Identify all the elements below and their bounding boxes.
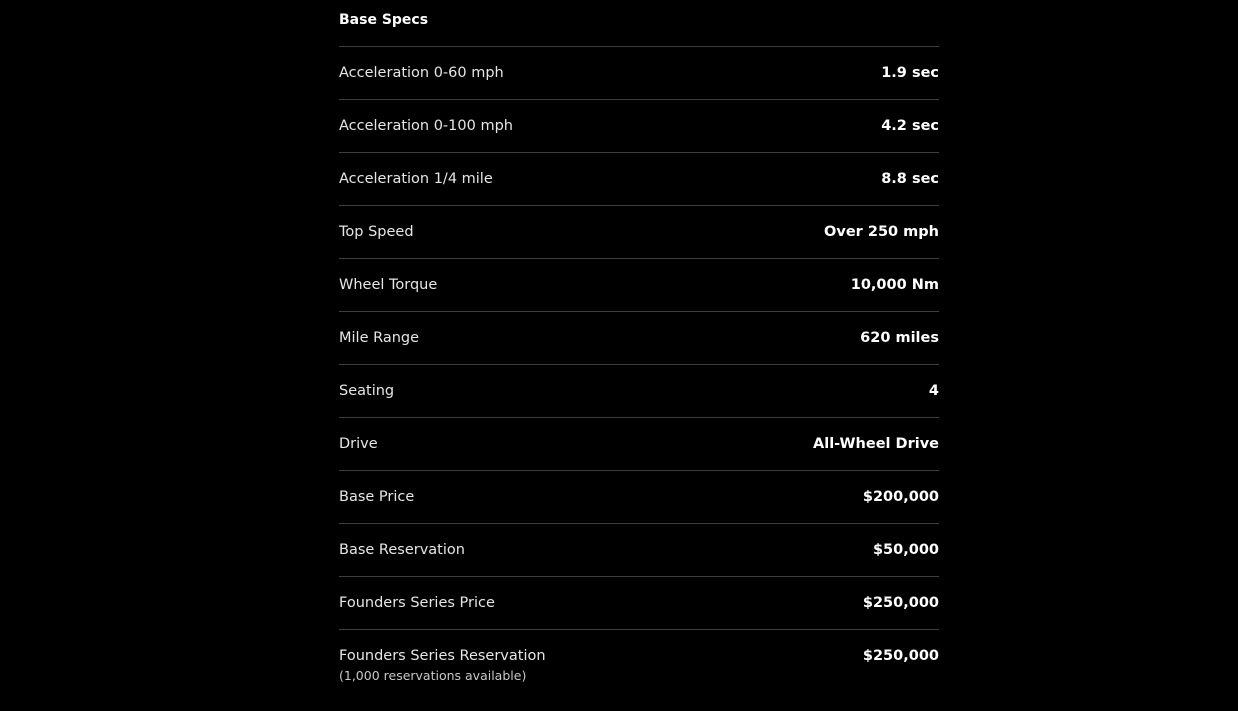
spec-value: 1.9 sec [881, 65, 939, 81]
spec-label: Acceleration 0-60 mph [339, 65, 504, 81]
spec-row-wheel-torque [339, 259, 939, 312]
spec-row-acceleration-quarter-mile [339, 153, 939, 206]
spec-label: Drive [339, 436, 378, 452]
spec-label: Base Reservation [339, 542, 465, 558]
specs-table [339, 0, 939, 710]
spec-row-top-speed [339, 206, 939, 259]
spec-row-founders-series-reservation [339, 630, 939, 710]
spec-value: 10,000 Nm [850, 277, 939, 293]
spec-value: 4.2 sec [881, 118, 939, 134]
spec-value: All-Wheel Drive [813, 436, 939, 452]
spec-note: (1,000 reservations available) [339, 668, 527, 683]
spec-label: Founders Series Price [339, 595, 495, 611]
spec-label: Acceleration 1/4 mile [339, 171, 493, 187]
spec-row-drive [339, 418, 939, 471]
spec-value: Over 250 mph [824, 224, 939, 240]
spec-row-founders-series-price [339, 577, 939, 630]
spec-value: $250,000 [862, 595, 939, 611]
spec-row-mile-range [339, 312, 939, 365]
spec-label: Acceleration 0-100 mph [339, 118, 513, 134]
spec-value: $250,000 [862, 648, 939, 664]
spec-label: Mile Range [339, 330, 420, 346]
spec-row-base-reservation [339, 524, 939, 577]
spec-label: Top Speed [339, 224, 414, 240]
spec-label: Wheel Torque [339, 277, 438, 293]
spec-row-acceleration-0-60 [339, 47, 939, 100]
spec-label: Seating [339, 383, 395, 399]
spec-value: $200,000 [862, 489, 939, 505]
spec-label: Base Price [339, 489, 415, 505]
spec-value: 620 miles [860, 330, 939, 346]
spec-row-seating [339, 365, 939, 418]
spec-row-base-price [339, 471, 939, 524]
spec-value: 8.8 sec [881, 171, 939, 187]
spec-value: $50,000 [872, 542, 939, 558]
spec-label: Founders Series Reservation [339, 648, 546, 664]
section-title: Base Specs [339, 0, 939, 47]
spec-value: 4 [928, 383, 939, 399]
spec-row-acceleration-0-100 [339, 100, 939, 153]
